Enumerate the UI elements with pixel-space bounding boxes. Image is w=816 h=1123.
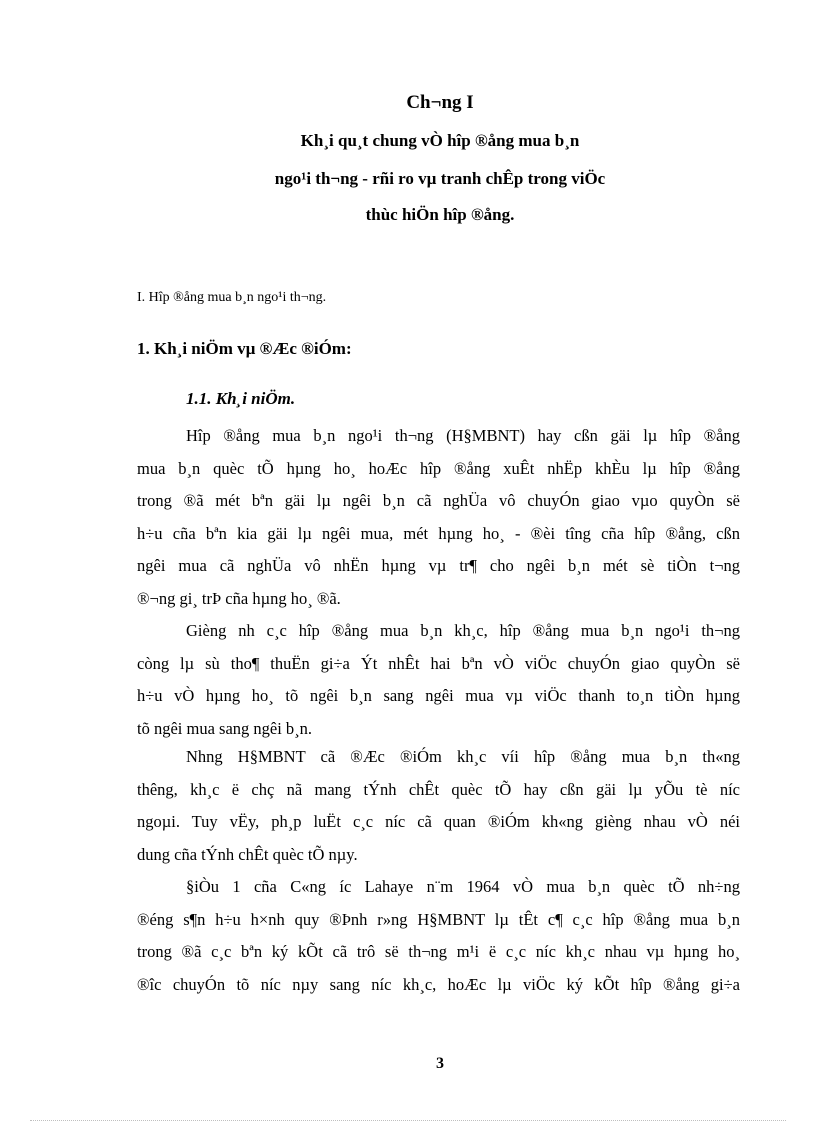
paragraph-line: ngêi mua cã nghÜa vô nhËn hµng vµ tr¶ cho ngêi b¸n mét sè tiÒn t¬ng: [137, 556, 740, 576]
paragraph-line: §iÒu 1 cña C«ng íc Lahaye n¨m 1964 vÒ mua b¸n quèc tÕ nh÷ng: [186, 877, 740, 896]
paragraph-line: h÷u vÒ hµng ho¸ tõ ngêi b¸n sang ngêi mua vµ viÖc thanh to¸n tiÒn hµng: [137, 686, 740, 706]
paragraph-line: Nhng H§MBNT cã ®Æc ®iÓm kh¸c víi hîp ®ång mua b¸n th«ng: [186, 747, 740, 766]
section-heading-i: I. Hîp ®ång mua b¸n ngo¹i th¬ng.: [137, 290, 327, 305]
paragraph-line: ngoµi. Tuy vËy, ph¸p luËt c¸c níc cã quan ®iÓm kh«ng gièng nhau vÒ néi: [137, 812, 740, 832]
paragraph-line: Gièng nh c¸c hîp ®ång mua b¸n kh¸c, hîp ®ång mua b¸n ngo¹i th¬ng: [186, 621, 740, 640]
paragraph-line: Hîp ®ång mua b¸n ngo¹i th¬ng (H§MBNT) hay cßn gäi lµ hîp ®ång: [186, 426, 740, 445]
paragraph-line: h÷u cña bªn kia gäi lµ ngêi mua, mét hµng ho¸ - ®èi tîng cña hîp ®ång, cßn: [137, 523, 740, 543]
chapter-subtitle-line-3: thùc hiÖn hîp ®ång.: [365, 205, 515, 224]
paragraph-line: mua b¸n quèc tÕ hµng ho¸ hoÆc hîp ®ång xuÊt nhËp khÈu lµ hîp ®ång: [137, 458, 740, 478]
chapter-title: Ch¬ng I: [406, 92, 474, 113]
paragraph-line: ®¬ng gi¸ trÞ cña hµng ho¸ ®ã.: [137, 588, 341, 608]
paragraph-line: trong ®ã c¸c bªn ký kÕt cã trô së th¬ng m¹i ë c¸c níc kh¸c nhau vµ hµng ho¸: [137, 942, 740, 962]
paragraph-line: tõ ngêi mua sang ngêi b¸n.: [137, 718, 313, 738]
paragraph-line: còng lµ sù tho¶ thuËn gi÷a Ýt nhÊt hai bªn vÒ viÖc chuyÓn giao quyÒn së: [137, 653, 740, 673]
page-bottom-divider: [30, 1120, 786, 1121]
paragraph-similarity: [137, 615, 740, 745]
paragraph-lahaye-convention: [137, 871, 740, 1001]
page-number: 3: [436, 1055, 444, 1072]
paragraph-line: ®îc chuyÓn tõ níc nµy sang níc kh¸c, hoÆc lµ viÖc ký kÕt hîp ®ång gi÷a: [137, 974, 740, 994]
chapter-subtitle-line-1: Kh¸i qu¸t chung vÒ hîp ®ång mua b¸n: [300, 131, 580, 150]
section-heading-1: 1. Kh¸i niÖm vµ ®Æc ®iÓm:: [137, 339, 352, 358]
paragraph-line: dung cña tÝnh chÊt quèc tÕ nµy.: [137, 844, 358, 864]
paragraph-definition: [137, 420, 740, 616]
paragraph-line: thêng, kh¸c ë chç nã mang tÝnh chÊt quèc tÕ hay cßn gäi lµ yÕu tè níc: [137, 779, 740, 799]
paragraph-line: trong ®ã mét bªn gäi lµ ngêi b¸n cã nghÜa vô chuyÓn giao vµo quyÒn së: [137, 491, 740, 511]
paragraph-characteristics: [137, 741, 740, 871]
paragraph-line: ®éng s¶n h÷u h×nh quy ®Þnh r»ng H§MBNT lµ tÊt c¶ c¸c hîp ®ång mua b¸n: [137, 909, 740, 929]
section-heading-1-1: 1.1. Kh¸i niÖm.: [186, 389, 296, 408]
chapter-subtitle-line-2: ngo¹i th¬ng - rñi ro vµ tranh chÊp trong viÖc: [274, 169, 606, 188]
